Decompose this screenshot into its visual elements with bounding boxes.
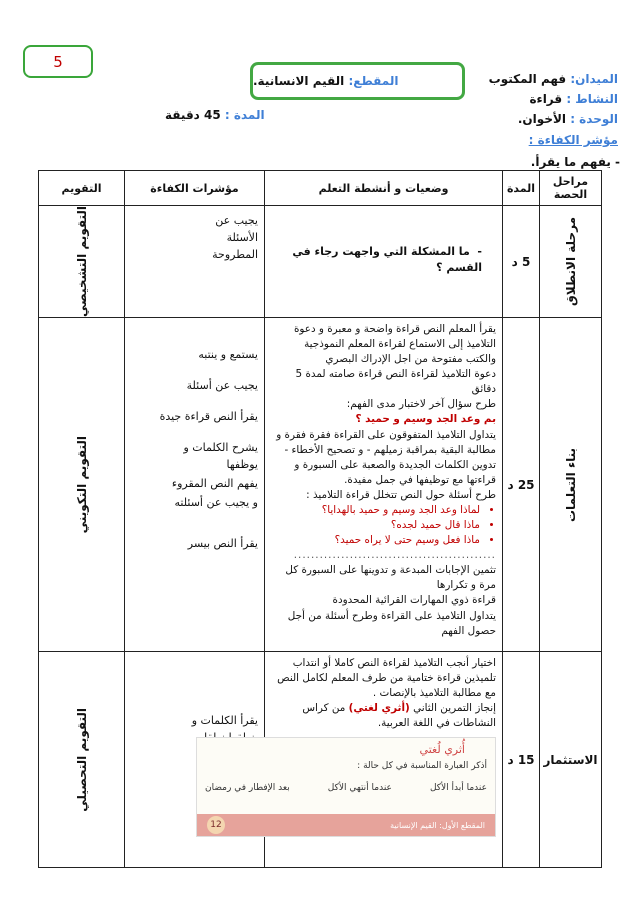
table-row	[39, 206, 602, 318]
header-indicators: مؤشرات الكفاءة	[125, 171, 265, 206]
duration-label: المدة :	[224, 108, 265, 122]
header-activities: وضعيات و أنشطة التعلم	[265, 171, 503, 206]
indicator-text: يستمع و ينتبه	[198, 348, 258, 362]
segment-value: القيم الانسانية.	[253, 74, 345, 88]
workbook-option: عندما أبدأ الأكل	[429, 783, 487, 794]
field-label: الميدان:	[570, 72, 618, 86]
activity-line: طرح سؤال آخر لاختبار مدى الفهم:	[346, 398, 496, 411]
indicator-text: و يجيب عن أسئلته	[174, 496, 258, 510]
activity-line: تدوين الكلمات الجديدة والصعبة على السبورة و قراءتها مع توظيفها في جمل مفيدة.	[294, 458, 496, 486]
segment-box	[250, 62, 465, 100]
table-header-row	[39, 171, 602, 206]
workbook-page-number: 12	[207, 816, 225, 834]
competence-label: مؤشر الكفاءة :	[528, 133, 618, 147]
duration-cell: 5 د	[503, 206, 540, 318]
indicator-text: المطروحة	[212, 248, 258, 262]
question-list	[271, 503, 496, 548]
objective: - يفهم ما يقرأ.	[530, 155, 620, 169]
page-number-box	[23, 45, 93, 78]
workbook-excerpt	[196, 737, 496, 837]
page-number: 5	[53, 52, 63, 71]
header-duration: المدة	[503, 171, 540, 206]
duration-cell: 25 د	[503, 318, 540, 652]
activity-value: قراءة	[529, 92, 563, 106]
question-item: • ماذا فعل وسيم حتى لا يراه حميد؟	[271, 533, 480, 548]
indicator-text: يجيب عن	[215, 214, 258, 227]
comprehension-question: بم وعد الجد وسيم و حميد ؟	[355, 413, 496, 426]
question-item: • لماذا وعد الجد وسيم و حميد بالهدايا؟	[271, 503, 480, 518]
activity-line: يتداول التلاميذ المتفوقون على القراءة فقرة فقرة و مطالبة البقية بمراقبة زميلهم - و تصحيح الأخطاء -	[276, 428, 496, 456]
activity-line: يقرأ المعلم النص قراءة واضحة و معبرة و دعوة التلاميذ إلى الاستماع لقراءة المعلم النموذجية والكتب مفتوحة من اجل الإدراك البصري	[293, 323, 496, 366]
warmup-question: - ما المشكلة التي واجهت رجاء في القسم ؟	[292, 244, 482, 274]
question-item: • ماذا قال حميد لجده؟	[271, 518, 480, 533]
indicator-text: يفهم النص المقروء	[171, 477, 258, 491]
activity-line: قراءة ذوي المهارات القرائية المحدودة	[332, 594, 496, 607]
indicator-text: يجيب عن أسئلة	[186, 379, 258, 393]
unit-label: الوحدة :	[570, 112, 618, 126]
table-row	[39, 318, 602, 652]
activity-line	[529, 92, 618, 106]
evaluation-label: التقويم التحصيلي	[74, 707, 89, 812]
indicator-text: يقرأ النص قراءة جيدة	[159, 410, 258, 424]
unit-value: الأخوان.	[517, 112, 567, 126]
workbook-segment: المقطع الأول: القيم الإنسانية	[390, 820, 485, 830]
exercise-name: (أثري لغتي)	[348, 702, 410, 715]
stage-label: بناء التعلمات	[563, 447, 578, 522]
exercise-line: إنجاز التمرين الثاني (أثري لغتي) من كراس النشاطات في اللغة العربية.	[302, 702, 496, 730]
header-stage: مراحل الحصة	[540, 171, 602, 206]
competence-line	[529, 133, 618, 147]
dotted-line: ...............................................	[293, 549, 496, 562]
workbook-question: أذكر العبارة المناسبة في كل حالة :	[357, 761, 487, 772]
activity-label: النشاط :	[566, 92, 618, 106]
activity-line: دعوة التلاميذ لقراءة النص قراءة صامته لمدة 5 دقائق	[295, 368, 496, 396]
activity-line: يتداول التلاميذ على القراءة وطرح أسئلة من أجل حصول الفهم	[287, 609, 496, 637]
evaluation-label: التقويم التكويني	[74, 435, 89, 534]
lesson-table	[38, 170, 602, 868]
activity-line: تثمين الإجابات المبدعة و تدوينها على السبورة كل مرة و تكرارها	[285, 564, 496, 592]
duration-value: 45 دقيقة	[165, 108, 221, 122]
workbook-title: أُثري لُغتي	[419, 743, 465, 757]
workbook-options	[205, 782, 487, 795]
workbook-option: بعد الإفطار في رمضان	[205, 783, 290, 794]
field-line	[489, 72, 618, 86]
stage-label: مرحلة الانطلاق	[563, 217, 578, 306]
activity-line: اختيار أنجب التلاميذ لقراءة النص كاملا أو انتداب تلميذين قراءة ختامية من طرف المعلم لكامل النص مع مطالبة التلاميذ بالإنصات .	[277, 657, 496, 700]
header-evaluation: التقويم	[39, 171, 125, 206]
indicator-text: يقرأ النص بيسر	[187, 537, 258, 551]
workbook-option: عندما أنتهي الأكل	[327, 783, 392, 794]
unit-line	[518, 112, 618, 126]
indicator-text: الأسئلة	[226, 231, 258, 245]
evaluation-label: التقويم التشخيصي	[74, 206, 89, 318]
activity-line: طرح أسئلة حول النص تتخلل قراءة التلاميذ :	[306, 488, 496, 501]
workbook-footer	[197, 814, 495, 836]
indicator-text: يقرأ الكلمات و	[191, 714, 258, 728]
table-row	[39, 652, 602, 868]
stage-label: الاستثمار	[543, 752, 598, 767]
field-value: فهم المكتوب	[488, 72, 567, 86]
indicator-text: يشرح الكلمات و يوظفها	[183, 441, 258, 472]
duration-cell: 15 د	[503, 652, 540, 868]
segment-label: المقطع:	[348, 74, 399, 88]
duration-line	[165, 108, 265, 122]
